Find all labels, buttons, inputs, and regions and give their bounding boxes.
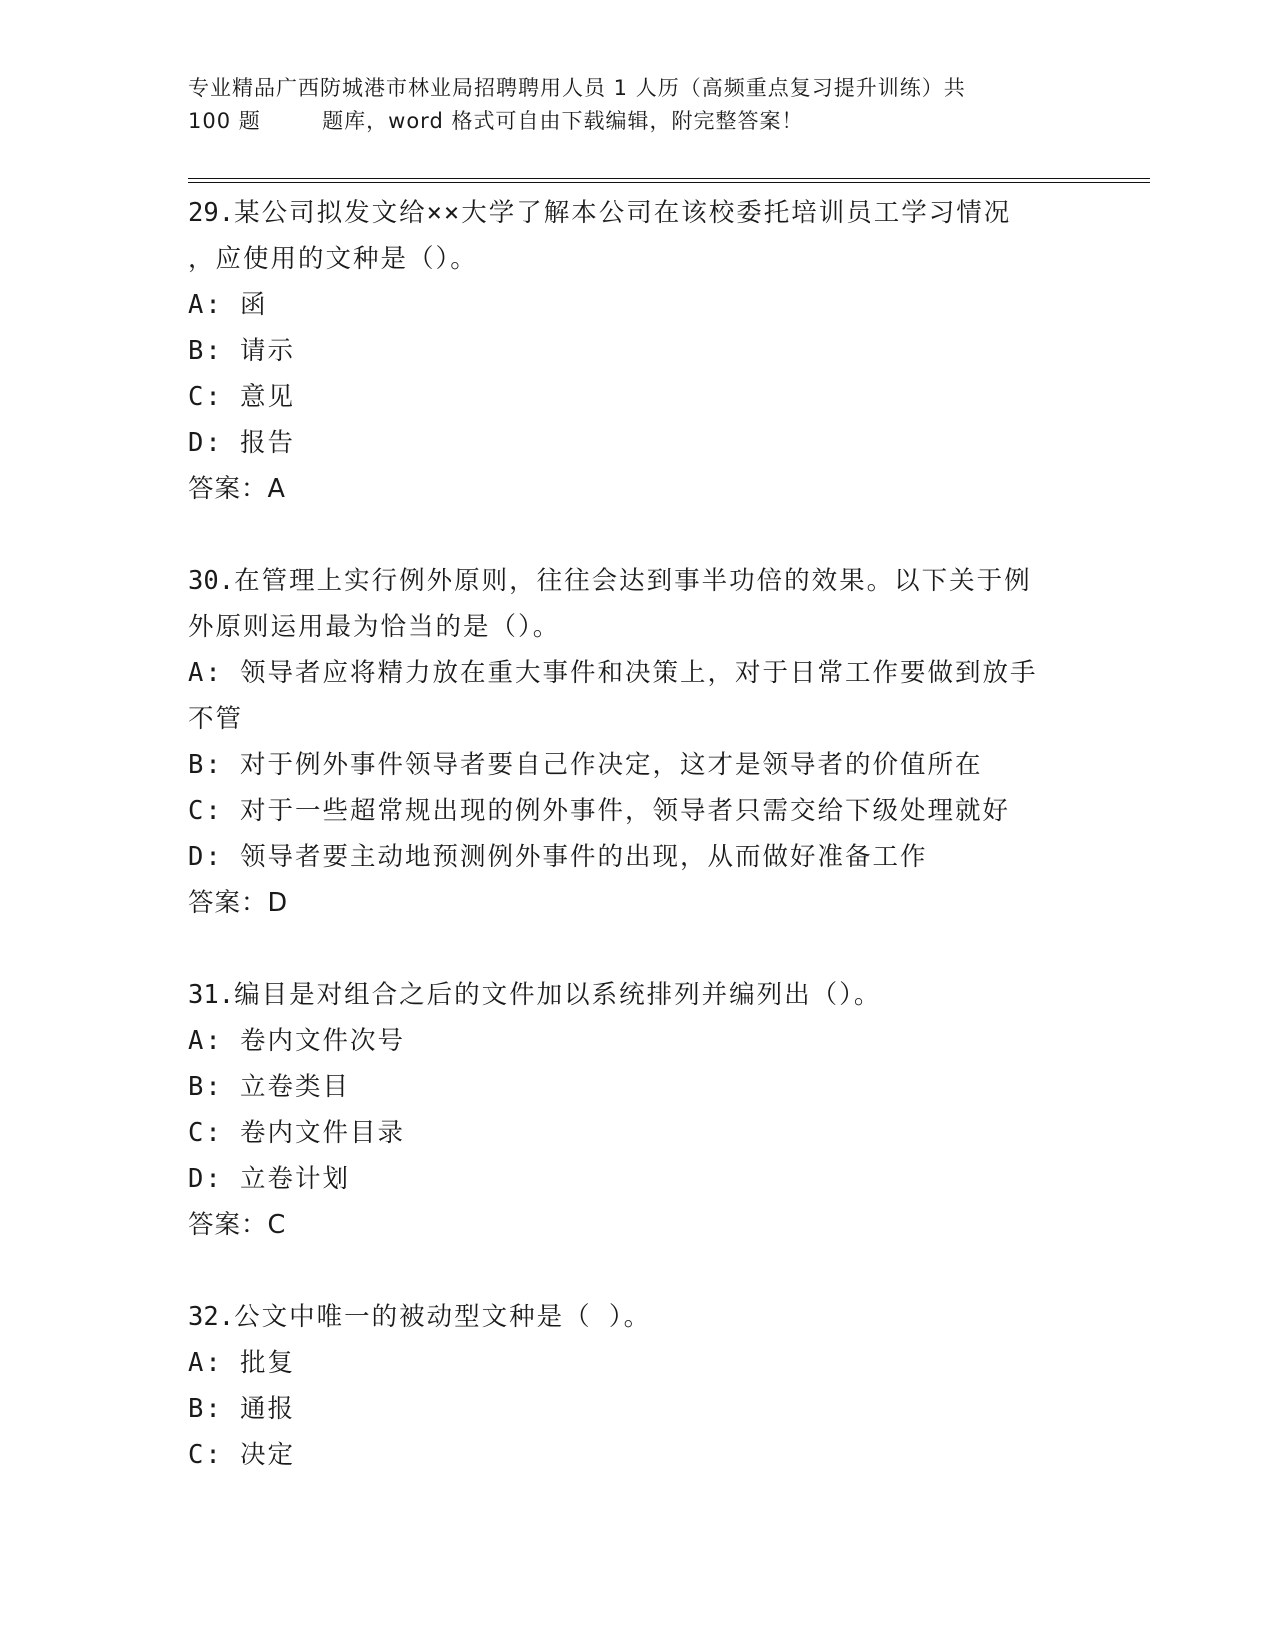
- option-b: B: 对于例外事件领导者要自己作决定，这才是领导者的价值所在: [188, 750, 983, 780]
- page-header: [188, 72, 1108, 138]
- question-stem: [188, 190, 1088, 236]
- question-31: [188, 972, 1088, 1248]
- answer: 答案：D: [188, 888, 289, 918]
- question-stem: [188, 1294, 1088, 1340]
- option-b: B: 立卷类目: [188, 1072, 351, 1102]
- option-c: C: 对于一些超常规出现的例外事件，领导者只需交给下级处理就好: [188, 796, 1011, 826]
- header-title-line-2: 100 题 题库，word 格式可自由下载编辑，附完整答案！: [188, 109, 804, 133]
- question-stem: [188, 972, 1088, 1018]
- option-a-continued: 不管: [188, 704, 244, 734]
- question-number: 32.: [188, 1302, 235, 1332]
- option-b: B: 请示: [188, 336, 296, 366]
- answer: 答案：A: [188, 474, 286, 504]
- header-divider-bottom: [188, 182, 1150, 183]
- question-stem: [188, 558, 1088, 604]
- question-text-continued: 外原则运用最为恰当的是（）。: [188, 612, 561, 642]
- question-text: 在管理上实行例外原则，往往会达到事半功倍的效果。以下关于例: [234, 566, 1032, 596]
- question-text: 公文中唯一的被动型文种是（ ）。: [234, 1302, 652, 1332]
- option-c: C: 卷内文件目录: [188, 1118, 406, 1148]
- question-text: 某公司拟发文给××大学了解本公司在该校委托培训员工学习情况: [234, 198, 1012, 228]
- question-32: [188, 1294, 1088, 1478]
- option-d: D: 立卷计划: [188, 1164, 351, 1194]
- question-text-continued: ，应使用的文种是（）。: [188, 244, 478, 274]
- option-a: A: 函: [188, 290, 268, 320]
- header-title-line-1: 专业精品广西防城港市林业局招聘聘用人员 1 人历（高频重点复习提升训练）共: [188, 76, 966, 100]
- question-text: 编目是对组合之后的文件加以系统排列并编列出（）。: [234, 980, 882, 1010]
- option-c: C: 意见: [188, 382, 296, 412]
- option-d: D: 领导者要主动地预测例外事件的出现，从而做好准备工作: [188, 842, 928, 872]
- header-divider-top: [188, 178, 1150, 179]
- option-b: B: 通报: [188, 1394, 296, 1424]
- option-a: A: 卷内文件次号: [188, 1026, 406, 1056]
- answer: 答案：C: [188, 1210, 287, 1240]
- question-number: 31.: [188, 980, 235, 1010]
- option-a: A: 领导者应将精力放在重大事件和决策上，对于日常工作要做到放手: [188, 658, 1038, 688]
- question-list: [188, 190, 1088, 1524]
- option-a: A: 批复: [188, 1348, 296, 1378]
- question-number: 29.: [188, 198, 235, 228]
- option-c: C: 决定: [188, 1440, 296, 1470]
- question-30: [188, 558, 1088, 926]
- question-number: 30.: [188, 566, 235, 596]
- question-29: [188, 190, 1088, 512]
- option-d: D: 报告: [188, 428, 296, 458]
